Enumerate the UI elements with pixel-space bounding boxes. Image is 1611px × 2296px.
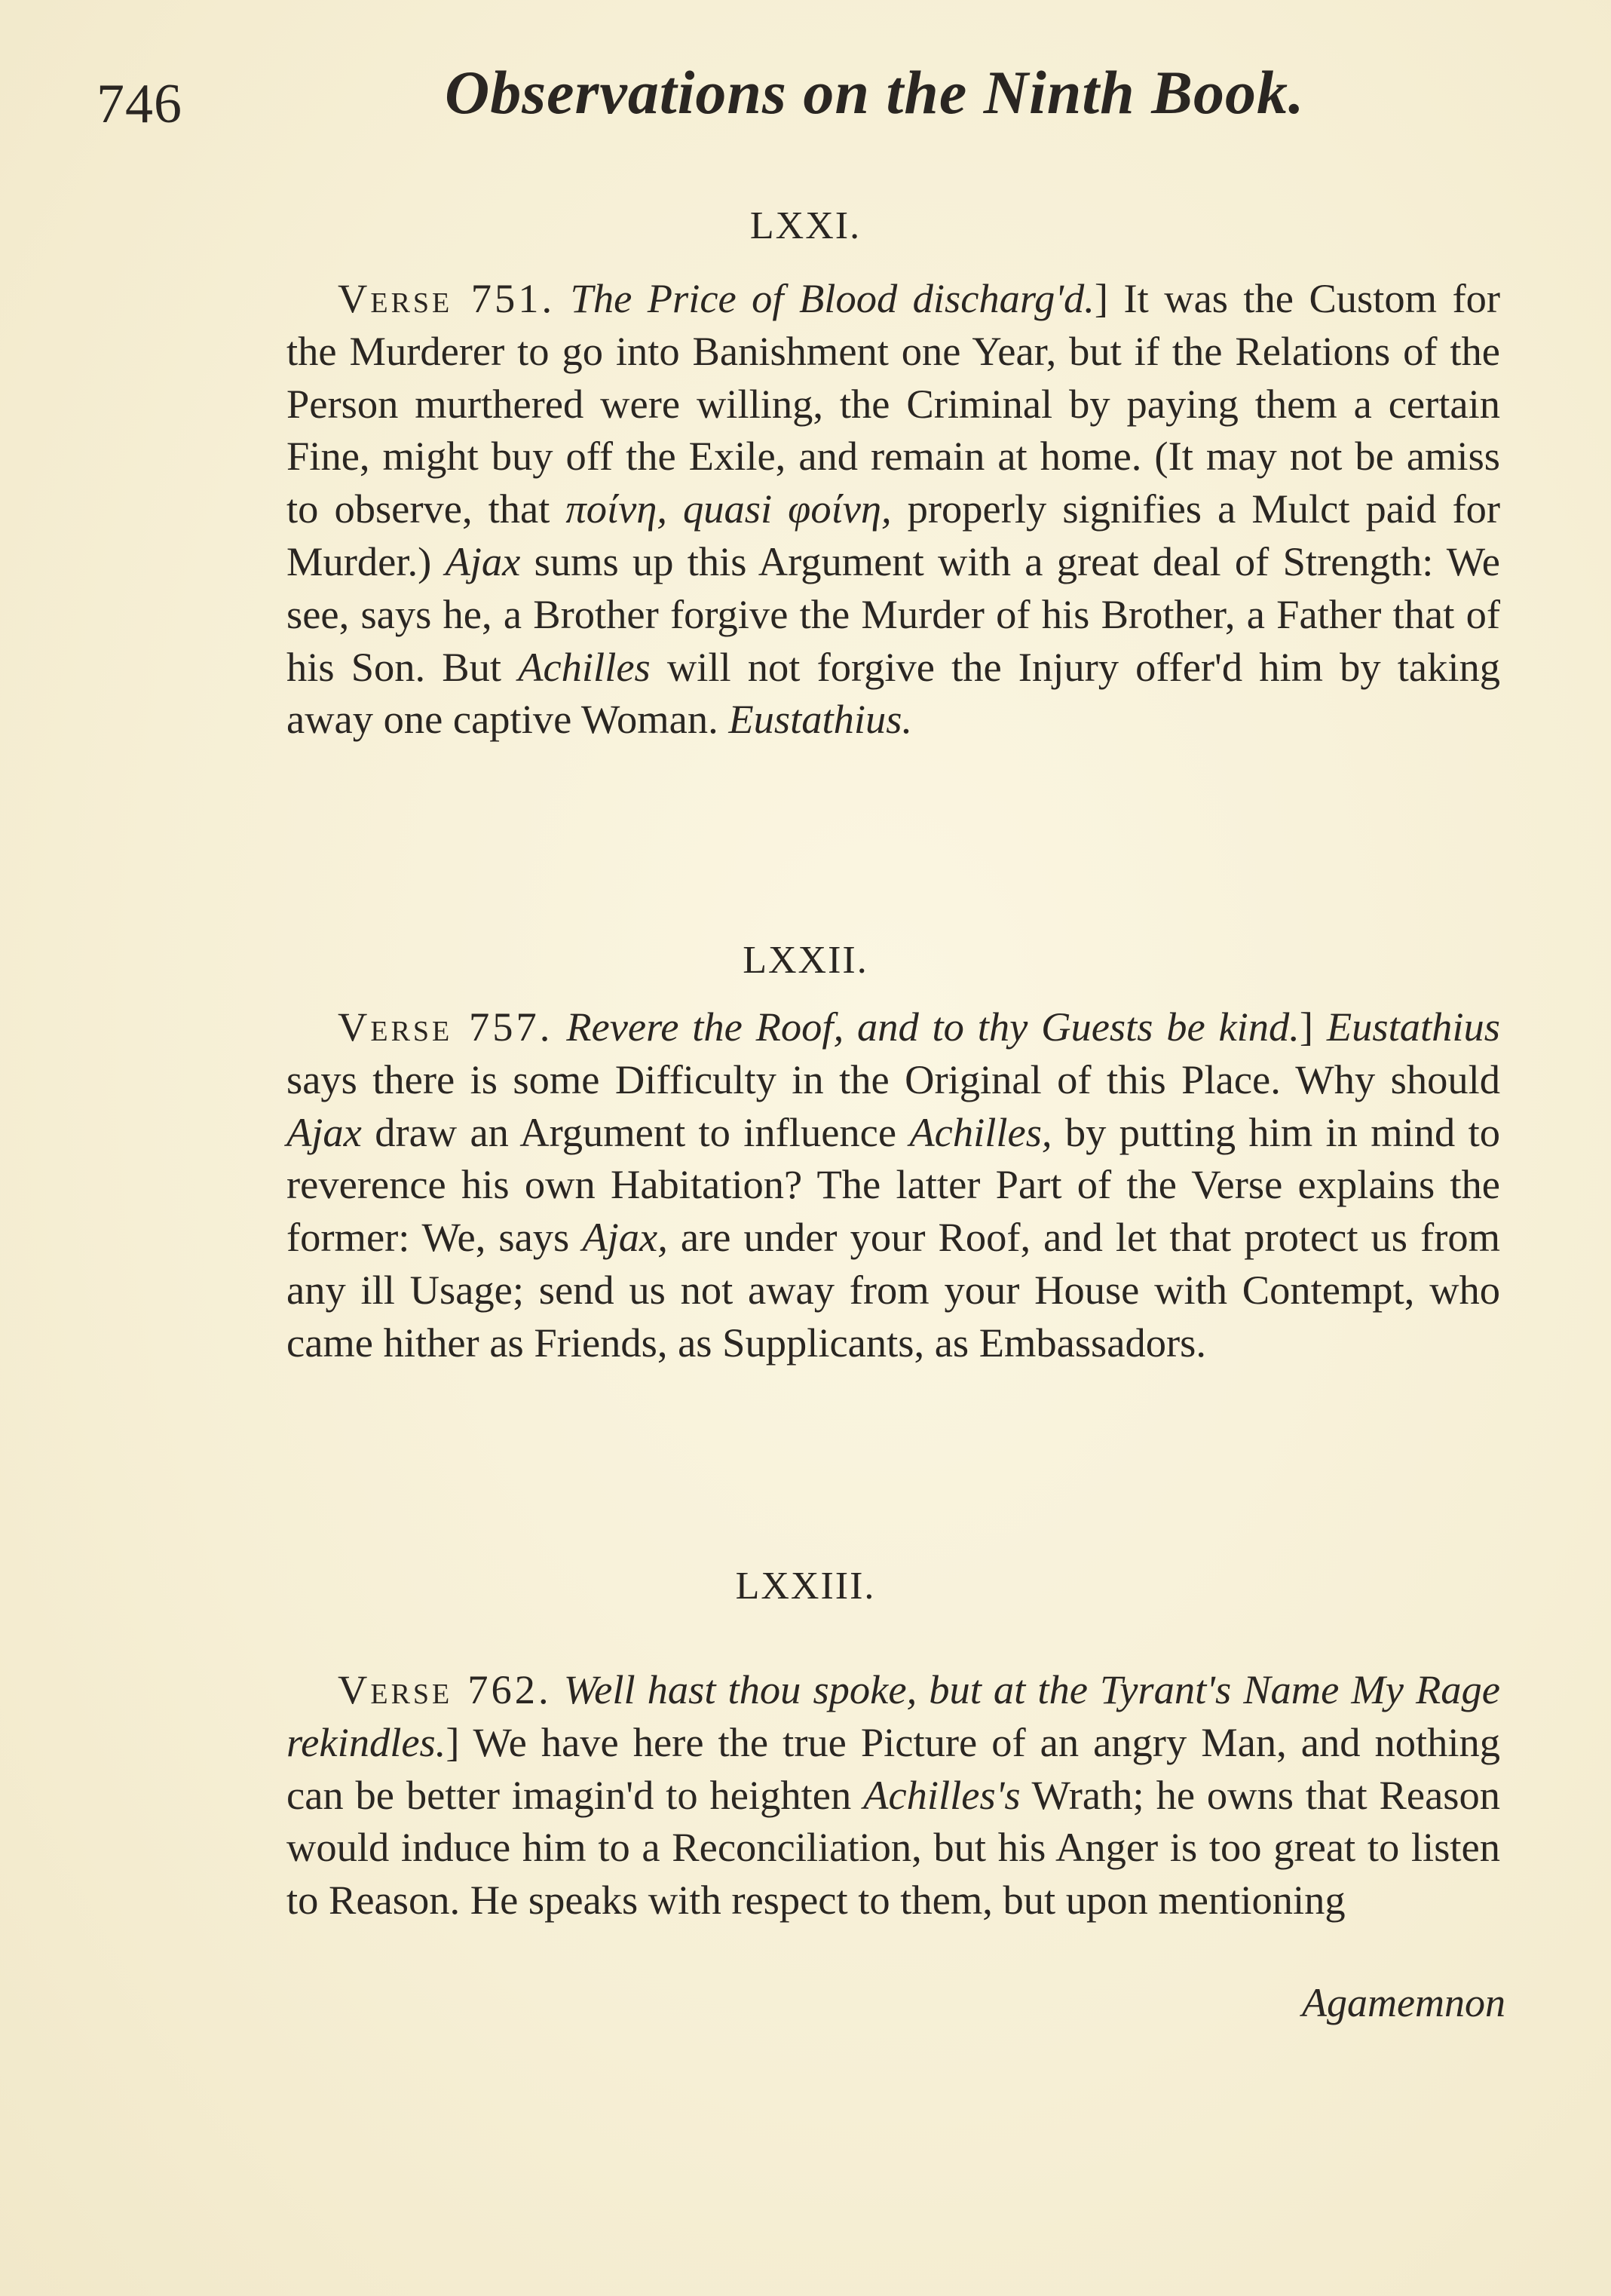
note-text: sums up this Argument with a great deal of Strength: We see, says he, a Brother forgive the Murder of his Brother, a Father that of his Son. But (286, 538, 1500, 690)
note-text: ] It was the Custom for the Murderer to go into Banishment one Year, but if the Relations of the Person murthered were willing, the Criminal by paying them a certain Fine, might buy off the Exile, and remain at home. (It may not be amiss to observe, that (286, 275, 1501, 532)
name-ajax: Ajax (286, 1108, 362, 1155)
greek-phrase: ποίνη, quasi φοίνη, (565, 486, 892, 532)
lemma: The Price of Blood discharg'd. (570, 275, 1095, 321)
note-text: will not forgive the Injury offer'd him by taking away one captive Woman. (286, 643, 1501, 743)
note-lxxi (286, 272, 1500, 746)
name-ajax: Ajax, (582, 1214, 668, 1261)
name-eustathius: Eustathius (1326, 1004, 1501, 1050)
lemma: Well hast thou spoke, but at the Tyrant's Name My Rage rekindles. (286, 1666, 1500, 1765)
note-text: draw an Argument to influence (361, 1108, 910, 1155)
section-heading-lxxii: LXXII. (743, 939, 868, 982)
note-text: are under your Roof, and let that protect us from any ill Usage; send us not away from your House with Contempt, who came hither as Friends, as Supplicants, as Embassadors. (286, 1214, 1500, 1366)
note-text: by putting him in mind to reverence his own Habitation? The latter Part of the Verse explains the former: We, says (286, 1108, 1500, 1261)
verse-label: Verse 762. (338, 1666, 552, 1712)
section-heading-lxxiii: LXXIII. (735, 1565, 876, 1608)
name-achilles: Achilles (518, 643, 651, 690)
page-number: 746 (96, 73, 182, 135)
name-achilles: Achilles, (909, 1108, 1052, 1155)
name-eustathius: Eustathius. (728, 696, 913, 743)
note-lxxii (286, 1001, 1500, 1369)
lemma: Revere the Roof, and to thy Guests be kind. (566, 1004, 1300, 1050)
catchword: Agamemnon (1302, 1980, 1505, 2025)
note-text: says there is some Difficulty in the Original of this Place. Why should (286, 1056, 1500, 1102)
note-text: ] We have here the true Picture of an angry Man, and nothing can be better imagin'd to heighten (286, 1718, 1500, 1818)
running-head: Observations on the Ninth Book. (445, 58, 1305, 127)
note-text: ] (1299, 1004, 1327, 1050)
note-text: Wrath; he owns that Reason would induce him to a Reconciliation, but his Anger is too great to listen to Reason. He speaks with respect to them, but upon mentioning (286, 1771, 1500, 1924)
name-achilles: Achilles's (863, 1771, 1021, 1818)
verse-label: Verse 757. (338, 1004, 553, 1050)
section-heading-lxxi: LXXI. (749, 204, 862, 247)
name-ajax: Ajax (445, 538, 521, 584)
note-text: properly signifies a Mulct paid for Murder.) (286, 486, 1500, 584)
verse-label: Verse 751. (338, 275, 556, 321)
note-lxxiii (286, 1663, 1500, 1927)
